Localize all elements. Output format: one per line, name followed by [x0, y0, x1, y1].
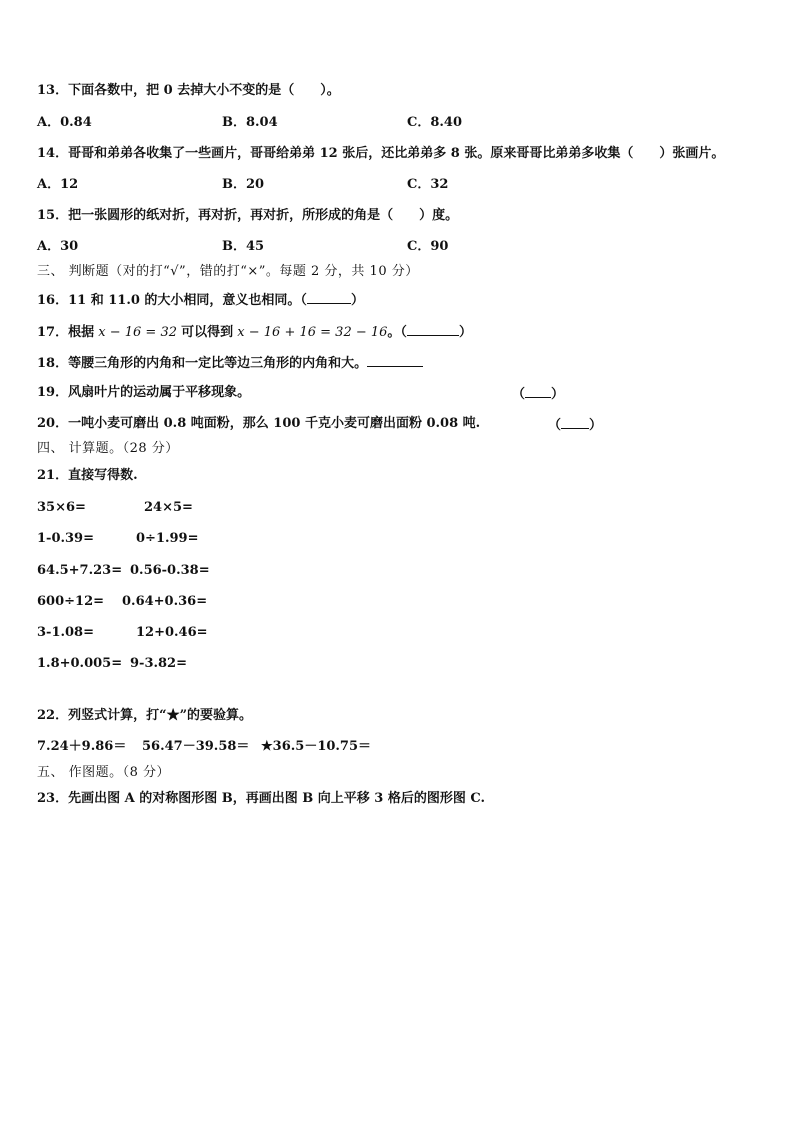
equation-2: x − 16 + 16 = 32 − 16 — [237, 325, 388, 340]
calc-item: 1.8+0.005= — [37, 656, 123, 671]
question-stem: 把一张圆形的纸对折，再对折，再对折，所形成的角是（ ）度。 — [68, 208, 459, 223]
option-b: B．8.04 — [222, 115, 278, 130]
question-22 — [37, 708, 252, 724]
question-text: 11 和 11.0 的大小相同，意义也相同。（ — [68, 293, 307, 308]
calc-item: 24×5= — [144, 500, 193, 515]
vertical-calc-item: 7.24＋9.86＝ — [37, 739, 127, 754]
section-heading-calculation: 四、 计算题。（28 分） — [37, 441, 179, 456]
question-15 — [37, 208, 458, 224]
question-number: 15． — [37, 208, 69, 223]
answer-paren — [548, 416, 602, 434]
question-text: 一吨小麦可磨出 0.8 吨面粉，那么 100 千克小麦可磨出面粉 0.08 吨. — [68, 416, 481, 431]
question-text: 先画出图 A 的对称图形图 B，再画出图 B 向上平移 3 格后的图形图 C. — [68, 791, 486, 806]
option-a: A．30 — [37, 239, 79, 254]
option-a: A．0.84 — [37, 115, 92, 130]
question-number: 13． — [37, 83, 69, 98]
question-23 — [37, 791, 485, 807]
question-number: 23． — [37, 791, 69, 806]
option-b: B．45 — [222, 239, 265, 254]
question-text: 根据 — [68, 325, 95, 340]
answer-blank[interactable] — [307, 291, 351, 304]
question-text: 风扇叶片的运动属于平移现象。 — [68, 385, 251, 400]
calc-item: 1-0.39= — [37, 531, 94, 546]
question-number: 17． — [37, 325, 69, 340]
option-a: A．12 — [37, 177, 79, 192]
question-14 — [37, 146, 724, 162]
question-20 — [37, 416, 480, 432]
question-number: 20． — [37, 416, 69, 431]
answer-paren — [512, 385, 564, 403]
calc-item: 64.5+7.23= — [37, 563, 123, 578]
calc-item: 0.56-0.38= — [130, 563, 210, 578]
answer-blank[interactable] — [561, 416, 589, 429]
paren-close: ） — [458, 325, 472, 340]
question-title: 列竖式计算，打“★”的要验算。 — [68, 708, 253, 723]
calc-item: 3-1.08= — [37, 625, 94, 640]
answer-blank[interactable] — [367, 354, 423, 367]
paren-close: ） — [589, 418, 603, 433]
paren-close: ） — [350, 293, 364, 308]
vertical-calc-item: ★36.5－10.75＝ — [261, 739, 372, 754]
option-c: C．90 — [407, 239, 449, 254]
question-18 — [37, 354, 423, 372]
question-stem: 下面各数中，把 0 去掉大小不变的是（ ）。 — [68, 83, 340, 98]
question-number: 19． — [37, 385, 69, 400]
option-c: C．8.40 — [407, 115, 463, 130]
question-stem: 哥哥和弟弟各收集了一些画片，哥哥给弟弟 12 张后，还比弟弟多 8 张。原来哥哥比弟弟多收集（ ）张画片。 — [68, 146, 725, 161]
calc-item: 35×6= — [37, 500, 86, 515]
option-b: B．20 — [222, 177, 265, 192]
paren-open: （ — [512, 387, 526, 402]
calc-item: 0.64+0.36= — [122, 594, 208, 609]
equation-1: x − 16 = 32 — [98, 325, 177, 340]
section-heading-judgement: 三、 判断题（对的打“√”，错的打“×”。每题 2 分，共 10 分） — [37, 264, 419, 279]
question-text: 等腰三角形的内角和一定比等边三角形的内角和大。 — [68, 356, 368, 371]
question-number: 16． — [37, 293, 69, 308]
question-number: 22． — [37, 708, 69, 723]
question-number: 21． — [37, 468, 69, 483]
answer-blank[interactable] — [407, 323, 459, 336]
section-heading-drawing: 五、 作图题。（8 分） — [37, 765, 171, 780]
calc-item: 0÷1.99= — [136, 531, 199, 546]
question-number: 14． — [37, 146, 69, 161]
paren-close: ） — [551, 387, 565, 402]
question-13 — [37, 83, 340, 99]
paren-open: （ — [548, 418, 562, 433]
calc-item: 9-3.82= — [130, 656, 187, 671]
answer-blank[interactable] — [525, 385, 551, 398]
question-text: 。（ — [387, 325, 407, 340]
calc-item: 600÷12= — [37, 594, 105, 609]
option-c: C．32 — [407, 177, 449, 192]
vertical-calc-item: 56.47－39.58＝ — [142, 739, 250, 754]
question-21 — [37, 468, 138, 484]
question-16 — [37, 291, 364, 309]
calc-item: 12+0.46= — [136, 625, 208, 640]
question-19 — [37, 385, 250, 401]
question-number: 18． — [37, 356, 69, 371]
question-text: 可以得到 — [181, 325, 234, 340]
question-17 — [37, 323, 472, 341]
question-title: 直接写得数. — [68, 468, 138, 483]
